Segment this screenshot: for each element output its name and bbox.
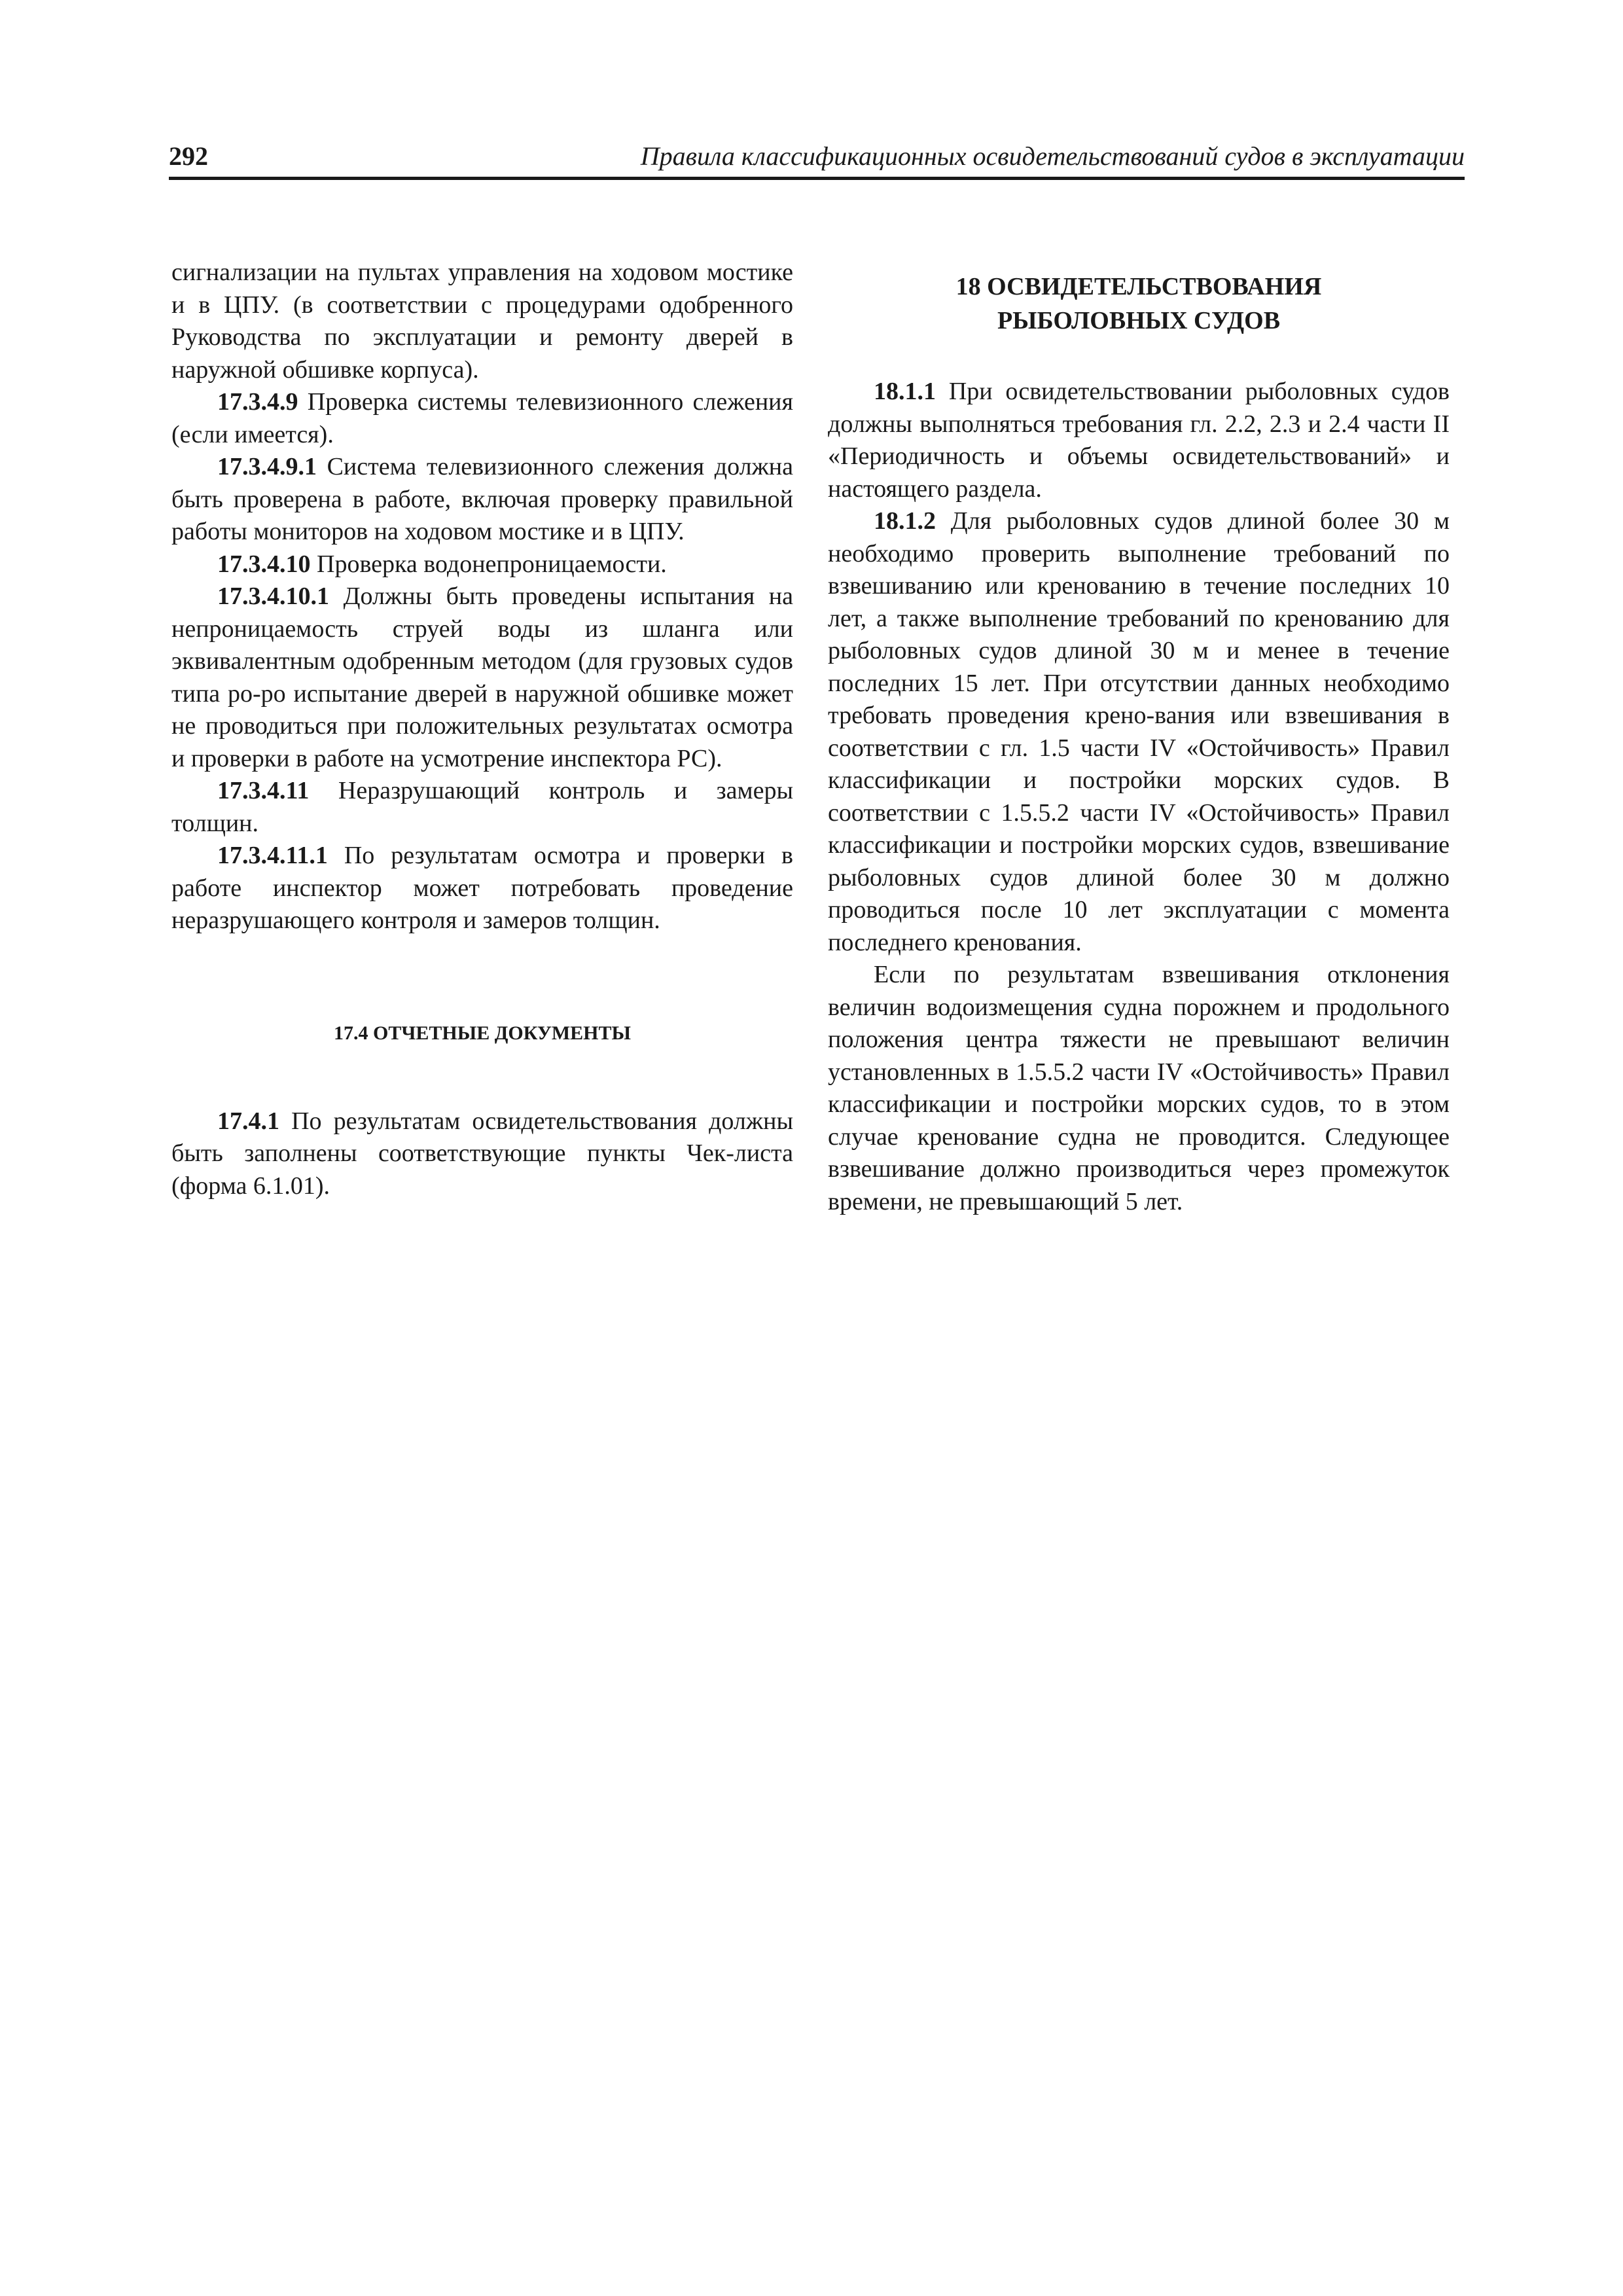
paragraph <box>171 257 793 386</box>
paragraph-text: Неразрушающий контроль и замеры толщин. <box>171 777 793 837</box>
paragraph <box>171 548 793 581</box>
clause-number: 17.3.4.11.1 <box>217 842 328 869</box>
paragraph <box>171 1105 793 1203</box>
clause-number: 18.1.1 <box>874 378 936 405</box>
clause-number: 17.3.4.11 <box>217 777 310 804</box>
paragraph <box>171 386 793 451</box>
paragraph <box>828 376 1450 505</box>
paragraph-text: Проверка системы телевизионного слежения (если имеется). <box>171 388 793 448</box>
section-heading-line: 18 ОСВИДЕТЕЛЬСТВОВАНИЯ <box>955 273 1322 300</box>
subsection-heading: 17.4 ОТЧЕТНЫЕ ДОКУМЕНТЫ <box>334 1022 631 1044</box>
clause-number: 17.4.1 <box>217 1107 279 1135</box>
paragraph-text: Если по результатам взвешивания отклонения величин водоизмещения судна порожнем и продольного положения центра тяжести не превышают величин установленных в 1.5.5.2 части IV «Остойчивость» Правил классификации и постройки морских судов, то в этом случае кренование судна не проводится. Следующее взвешивание должно производиться через промежуток времени, не превышающий 5 лет. <box>828 961 1450 1215</box>
right-column <box>828 257 1450 1218</box>
clause-number: 17.3.4.10.1 <box>217 583 329 610</box>
paragraph-text: Должны быть проведены испытания на непроницаемость струей воды из шланга или эквивалентным одобренным методом (для грузовых судов типа ро-ро испытание дверей в наружной обшивке может не проводиться при положительных результатах осмотра и проверки в работе на усмотрение инспектора РС). <box>171 583 793 772</box>
clause-number: 17.3.4.10 <box>217 550 311 578</box>
left-column <box>171 257 793 1202</box>
running-title: Правила классификационных освидетельствований судов в эксплуатации <box>640 141 1465 171</box>
paragraph-text: Для рыболовных судов длиной более 30 м необходимо проверить выполнение требований по взвешиванию или кренованию в течение последних 10 лет, а также выполнение требований по кренованию для рыболовных судов длиной 30 м и менее в течение последних 15 лет. При отсутствии данных необходимо требовать проведения крено-вания или взвешивания в соответствии с гл. 1.5 части IV «Остойчивость» Правил классификации и постройки морских судов. В соответствии с 1.5.5.2 части IV «Остойчивость» Правил классификации и постройки морских судов, взвешивание рыболовных судов длиной более 30 м должно проводиться после 10 лет эксплуатации с момента последнего кренования. <box>828 507 1450 956</box>
paragraph-text: Проверка водонепроницаемости. <box>310 550 667 578</box>
page-number: 292 <box>169 141 208 171</box>
clause-number: 18.1.2 <box>874 507 936 535</box>
section-heading-line: РЫБОЛОВНЫХ СУДОВ <box>997 307 1281 334</box>
paragraph <box>171 581 793 775</box>
clause-number: 17.3.4.9.1 <box>217 453 317 480</box>
paragraph-text: По результатам осмотра и проверки в работе инспектор может потребовать проведение неразрушающего контроля и замеров толщин. <box>171 842 793 934</box>
header-rule <box>169 177 1465 180</box>
paragraph <box>171 840 793 937</box>
paragraph <box>828 959 1450 1218</box>
paragraph-text: При освидетельствовании рыболовных судов должны выполняться требования гл. 2.2, 2.3 и 2.4 части II «Периодичность и объемы освидетельствований» и настоящего раздела. <box>828 378 1450 503</box>
paragraph <box>171 775 793 840</box>
paragraph <box>828 505 1450 959</box>
clause-number: 17.3.4.9 <box>217 388 298 416</box>
paragraph-text: По результатам освидетельствования должны быть заполнены соответствующие пункты Чек-листа (форма 6.1.01). <box>171 1107 793 1200</box>
page-header <box>169 140 1465 179</box>
paragraph <box>171 451 793 548</box>
paragraph-text: сигнализации на пультах управления на ходовом мостике и в ЦПУ. (в соответствии с процедурами одобренного Руководства по эксплуатации и ремонту дверей в наружной обшивке корпуса). <box>171 259 793 384</box>
paragraph-text: Система телевизионного слежения должна быть проверена в работе, включая проверку правильной работы мониторов на ходовом мостике и в ЦПУ. <box>171 453 793 545</box>
section-heading <box>828 270 1450 338</box>
